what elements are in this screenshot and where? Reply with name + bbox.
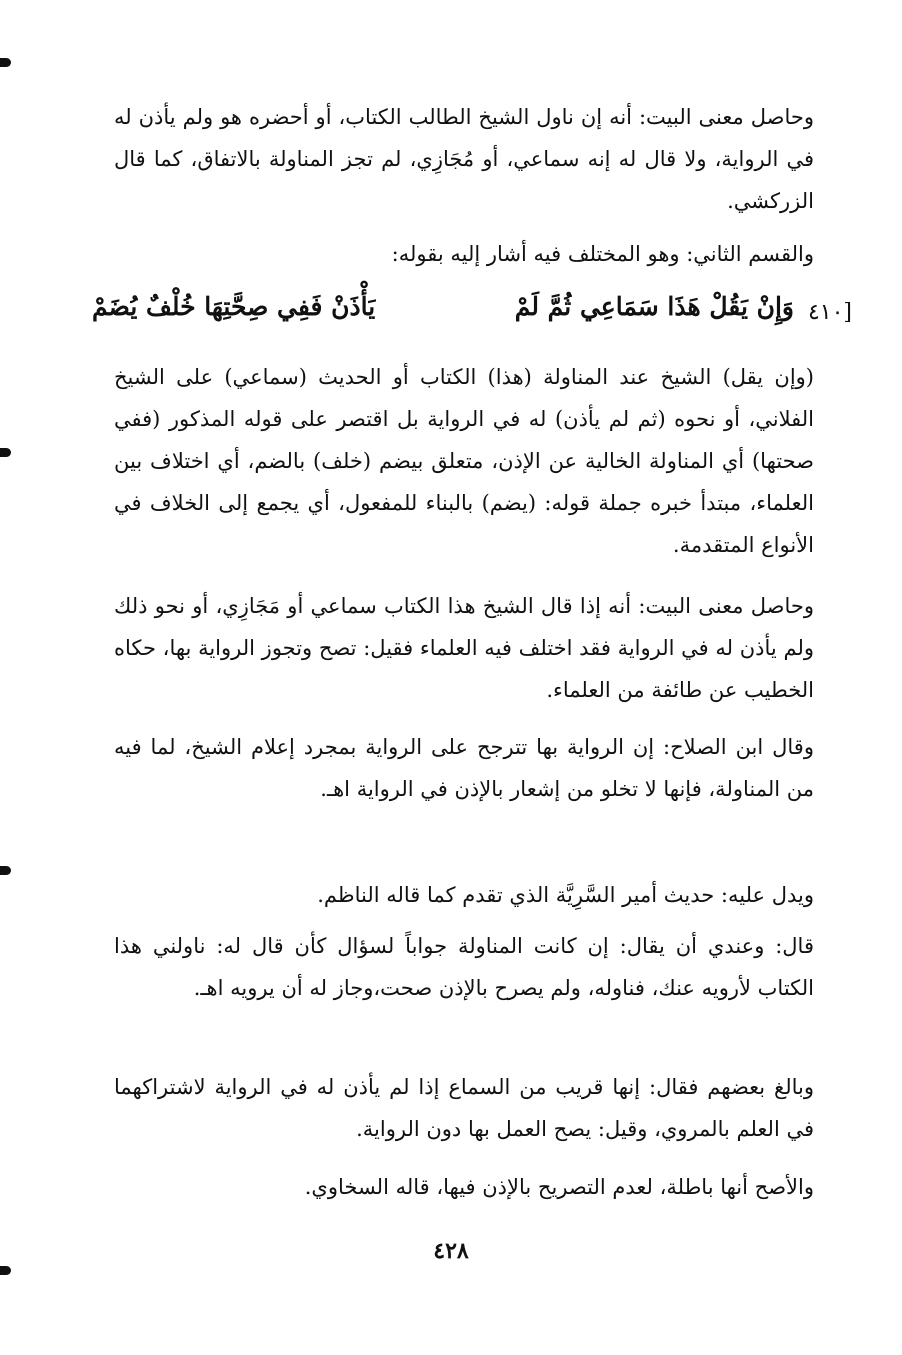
paragraph-conclusion: والأصح أنها باطلة، لعدم التصريح بالإذن فيها، قاله السخاوي. — [304, 1175, 814, 1199]
verse-first-hemistich: وَإِنْ يَقُلْ هَذَا سَمَاعِي ثُمَّ لَمْ — [514, 292, 794, 321]
paragraph-explanation-1: وحاصل معنى البيت: أنه إن ناول الشيخ الطالب الكتاب، أو أحضره هو ولم يأذن له في الرواية، ولا قال له إنه سماعي، أو مُجَازِي، لم تجز المناولة بالاتفاق، كما قال الزركشي. — [114, 105, 814, 213]
paragraph-commentary: (وإن يقل) الشيخ عند المناولة (هذا) الكتاب أو الحديث (سماعي) على الشيخ الفلاني، أو نحوه (ثم لم يأذن) له في الرواية بل اقتصر على قوله المذكور (ففي صحتها) أي المناولة الخالية عن الإذن، متعلق بيضم (خلف) بالضم، أي اختلاف بين العلماء، مبتدأ خبره جملة قوله: (يضم) بالبناء للمفعول، أي يجمع إلى الخلاف في الأنواع المتقدمة. — [114, 365, 814, 557]
paragraph-evidence: ويدل عليه: حديث أمير السَّرِيَّة الذي تقدم كما قاله الناظم. — [317, 883, 814, 907]
paragraph-ibn-salah: وقال ابن الصلاح: إن الرواية بها تترجح على الرواية بمجرد إعلام الشيخ، لما فيه من المناولة، فإنها لا تخلو من إشعار بالإذن في الرواية اهـ. — [114, 735, 814, 801]
verse-line — [92, 292, 852, 342]
verse-number: [٤١٠ — [807, 300, 852, 325]
page-number: ٤٢٨ — [433, 1238, 469, 1264]
verse-second-hemistich: يَأْذَنْ فَفِي صِحَّتِهَا خُلْفٌ يُضَمْ — [92, 292, 376, 321]
paragraph-opinion: قال: وعندي أن يقال: إن كانت المناولة جواباً لسؤال كأن قال له: ناولني هذا الكتاب لأرويه عنك، فناوله، ولم يصرح بالإذن صحت،وجاز له أن يرويه اهـ. — [114, 934, 814, 1000]
paragraph-exaggeration: وبالغ بعضهم فقال: إنها قريب من السماع إذا لم يأذن له في الرواية لاشتراكهما في العلم بالمروي، وقيل: يصح العمل بها دون الرواية. — [114, 1075, 814, 1141]
margin-ink-mark — [0, 866, 11, 875]
margin-ink-mark — [0, 448, 11, 457]
paragraph-explanation-2: وحاصل معنى البيت: أنه إذا قال الشيخ هذا الكتاب سماعي أو مَجَازِي، أو نحو ذلك ولم يأذن له في الرواية فقد اختلف فيه العلماء فقيل: تصح وتجوز الرواية بها، حكاه الخطيب عن طائفة من العلماء. — [114, 594, 814, 702]
margin-ink-mark — [0, 58, 11, 67]
margin-ink-mark — [0, 1266, 11, 1275]
paragraph-second-section: والقسم الثاني: وهو المختلف فيه أشار إليه بقوله: — [391, 242, 814, 266]
